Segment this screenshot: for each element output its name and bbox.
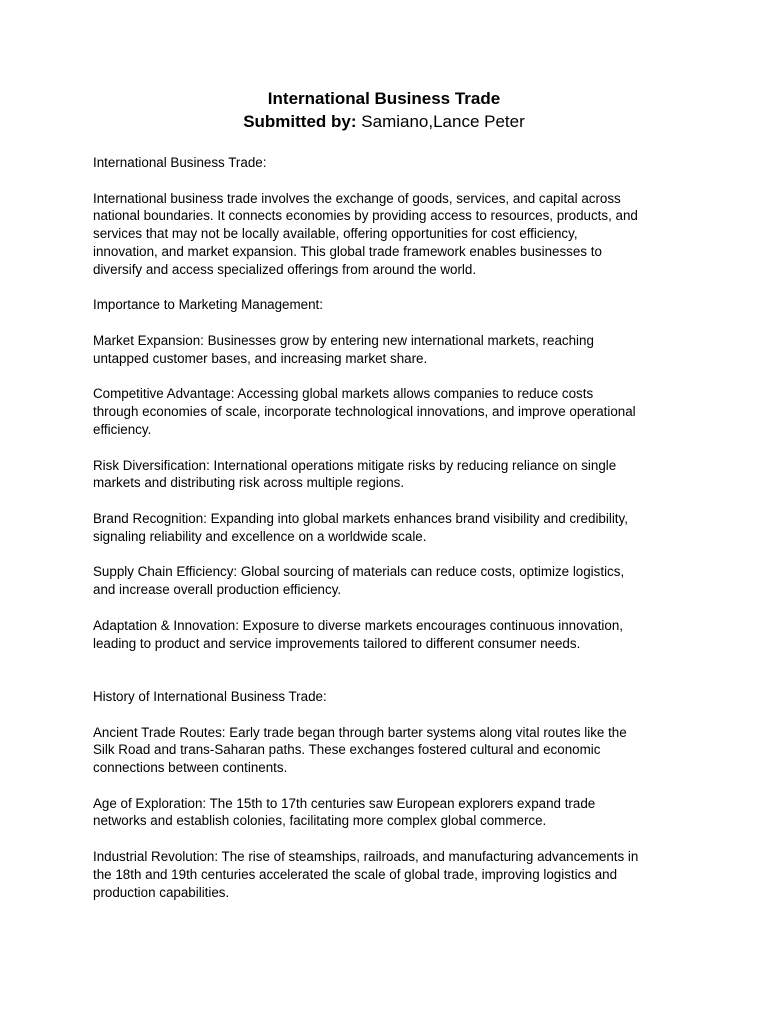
author-name: Samiano,Lance Peter [361, 112, 525, 131]
text-line: Supply Chain Efficiency: Global sourcing of materials can reduce costs, optimize logistics, [93, 564, 625, 580]
text-line: History of International Business Trade: [93, 688, 327, 704]
paragraph-intro [93, 190, 683, 279]
text-line: Age of Exploration: The 15th to 17th centuries saw European explorers expand trade [93, 795, 596, 811]
text-line: production capabilities. [93, 884, 230, 900]
text-line: signaling reliability and excellence on a worldwide scale. [93, 528, 427, 544]
paragraph-brand-recognition [93, 510, 683, 546]
text-line: Importance to Marketing Management: [93, 297, 323, 313]
text-line: networks and establish colonies, facilitating more complex global commerce. [93, 813, 547, 829]
paragraph-risk-diversification [93, 457, 683, 493]
text-line: efficiency. [93, 421, 152, 437]
text-line: Industrial Revolution: The rise of steamships, railroads, and manufacturing advancements in [93, 849, 639, 865]
text-line: Competitive Advantage: Accessing global markets allows companies to reduce costs [93, 386, 594, 402]
submitted-by-label: Submitted by: [243, 112, 357, 131]
text-line: services that may not be locally available, offering opportunities for cost efficiency, [93, 226, 578, 242]
text-line: International Business Trade: [93, 155, 267, 170]
paragraph-industrial-revolution [93, 848, 683, 901]
text-line: the 18th and 19th centuries accelerated the scale of global trade, improving logistics and [93, 866, 618, 882]
title-block [0, 87, 768, 133]
submitted-by-line [0, 110, 768, 133]
document-body [93, 154, 683, 919]
text-line: Market Expansion: Businesses grow by entering new international markets, reaching [93, 332, 594, 348]
text-line: through economies of scale, incorporate technological innovations, and improve operational [93, 404, 636, 420]
section-heading-history [93, 688, 683, 706]
section-heading-intro [93, 154, 683, 172]
text-line: Brand Recognition: Expanding into global markets enhances brand visibility and credibility, [93, 510, 628, 526]
text-line: Adaptation & Innovation: Exposure to diverse markets encourages continuous innovation, [93, 617, 624, 633]
text-line: connections between continents. [93, 760, 288, 776]
text-line: Risk Diversification: International operations mitigate risks by reducing reliance on single [93, 457, 617, 473]
paragraph-age-of-exploration [93, 795, 683, 831]
text-line: leading to product and service improvements tailored to different consumer needs. [93, 635, 581, 651]
paragraph-ancient-trade-routes [93, 724, 683, 777]
text-line: diversify and access specialized offerings from around the world. [93, 261, 477, 277]
text-line: and increase overall production efficiency. [93, 582, 342, 598]
text-line: national boundaries. It connects economies by providing access to resources, products, and [93, 208, 638, 224]
document-title: International Business Trade [267, 89, 501, 108]
paragraph-supply-chain [93, 563, 683, 599]
paragraph-adaptation-innovation [93, 617, 683, 653]
paragraph-competitive-advantage [93, 385, 683, 438]
text-line: markets and distributing risk across multiple regions. [93, 475, 405, 491]
text-line: Ancient Trade Routes: Early trade began through barter systems along vital routes like the [93, 724, 627, 740]
paragraph-market-expansion [93, 332, 683, 368]
section-heading-importance [93, 296, 683, 314]
text-line: innovation, and market expansion. This global trade framework enables businesses to [93, 243, 602, 259]
text-line: International business trade involves the exchange of goods, services, and capital across [93, 190, 621, 206]
text-line: untapped customer bases, and increasing market share. [93, 350, 428, 366]
text-line: Silk Road and trans-Saharan paths. These exchanges fostered cultural and economic [93, 742, 601, 758]
